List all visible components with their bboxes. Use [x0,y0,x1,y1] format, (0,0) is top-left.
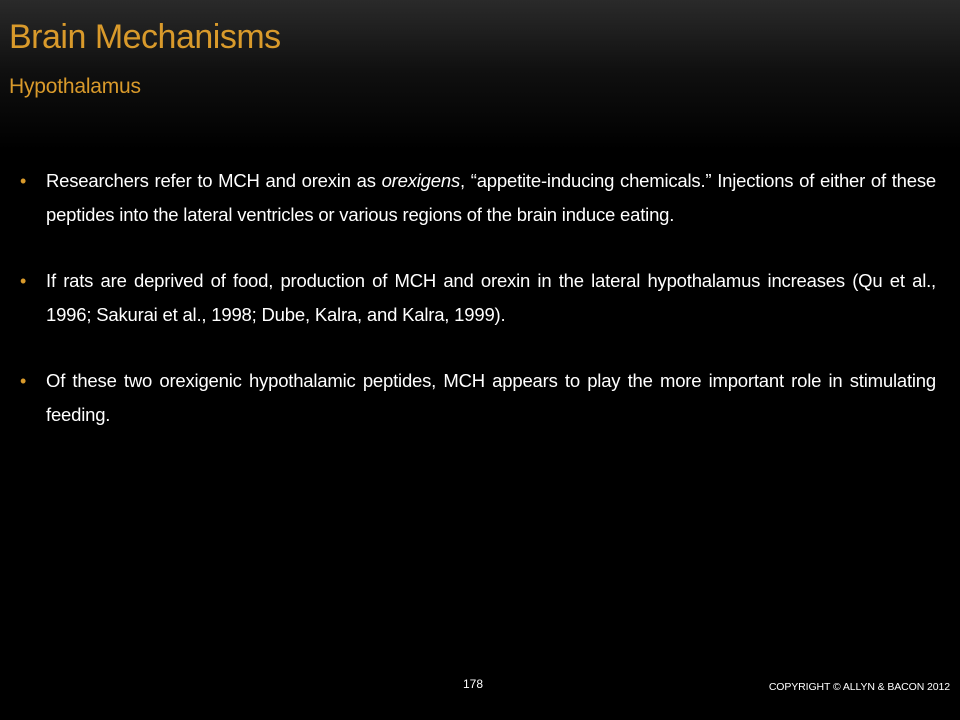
slide-subtitle: Hypothalamus [9,75,141,98]
page-number: 178 [463,677,484,691]
copyright-notice: COPYRIGHT © ALLYN & BACON 2012 [768,681,950,693]
bullet-item [20,164,936,232]
bullet-text-run-italic: orexigens [381,170,460,191]
bullet-list [20,164,936,464]
bullet-text-run: Of these two orexigenic hypothalamic peptides, MCH appears to play the more important role in stimulating feeding. [46,370,936,425]
bullet-text-run: Researchers refer to MCH and orexin as [46,170,382,191]
bullet-text-run: If rats are deprived of food, production of MCH and orexin in the lateral hypothalamus increases (Qu et al., 1996; Sakurai et al., 1998; Dube, Kalra, and Kalra, 1999). [46,270,936,325]
bullet-dot-icon: • [20,171,27,191]
bullet-dot-icon: • [20,271,27,291]
bullet-dot-icon: • [20,371,27,391]
bullet-item [20,264,936,332]
bullet-item [20,364,936,432]
bullet-text-run: , “appetite-inducing chemicals.” Injections of either of these peptides into the lateral ventricles or various regions of the brain induce eating. [46,170,937,225]
slide-title: Brain Mechanisms [9,18,281,56]
